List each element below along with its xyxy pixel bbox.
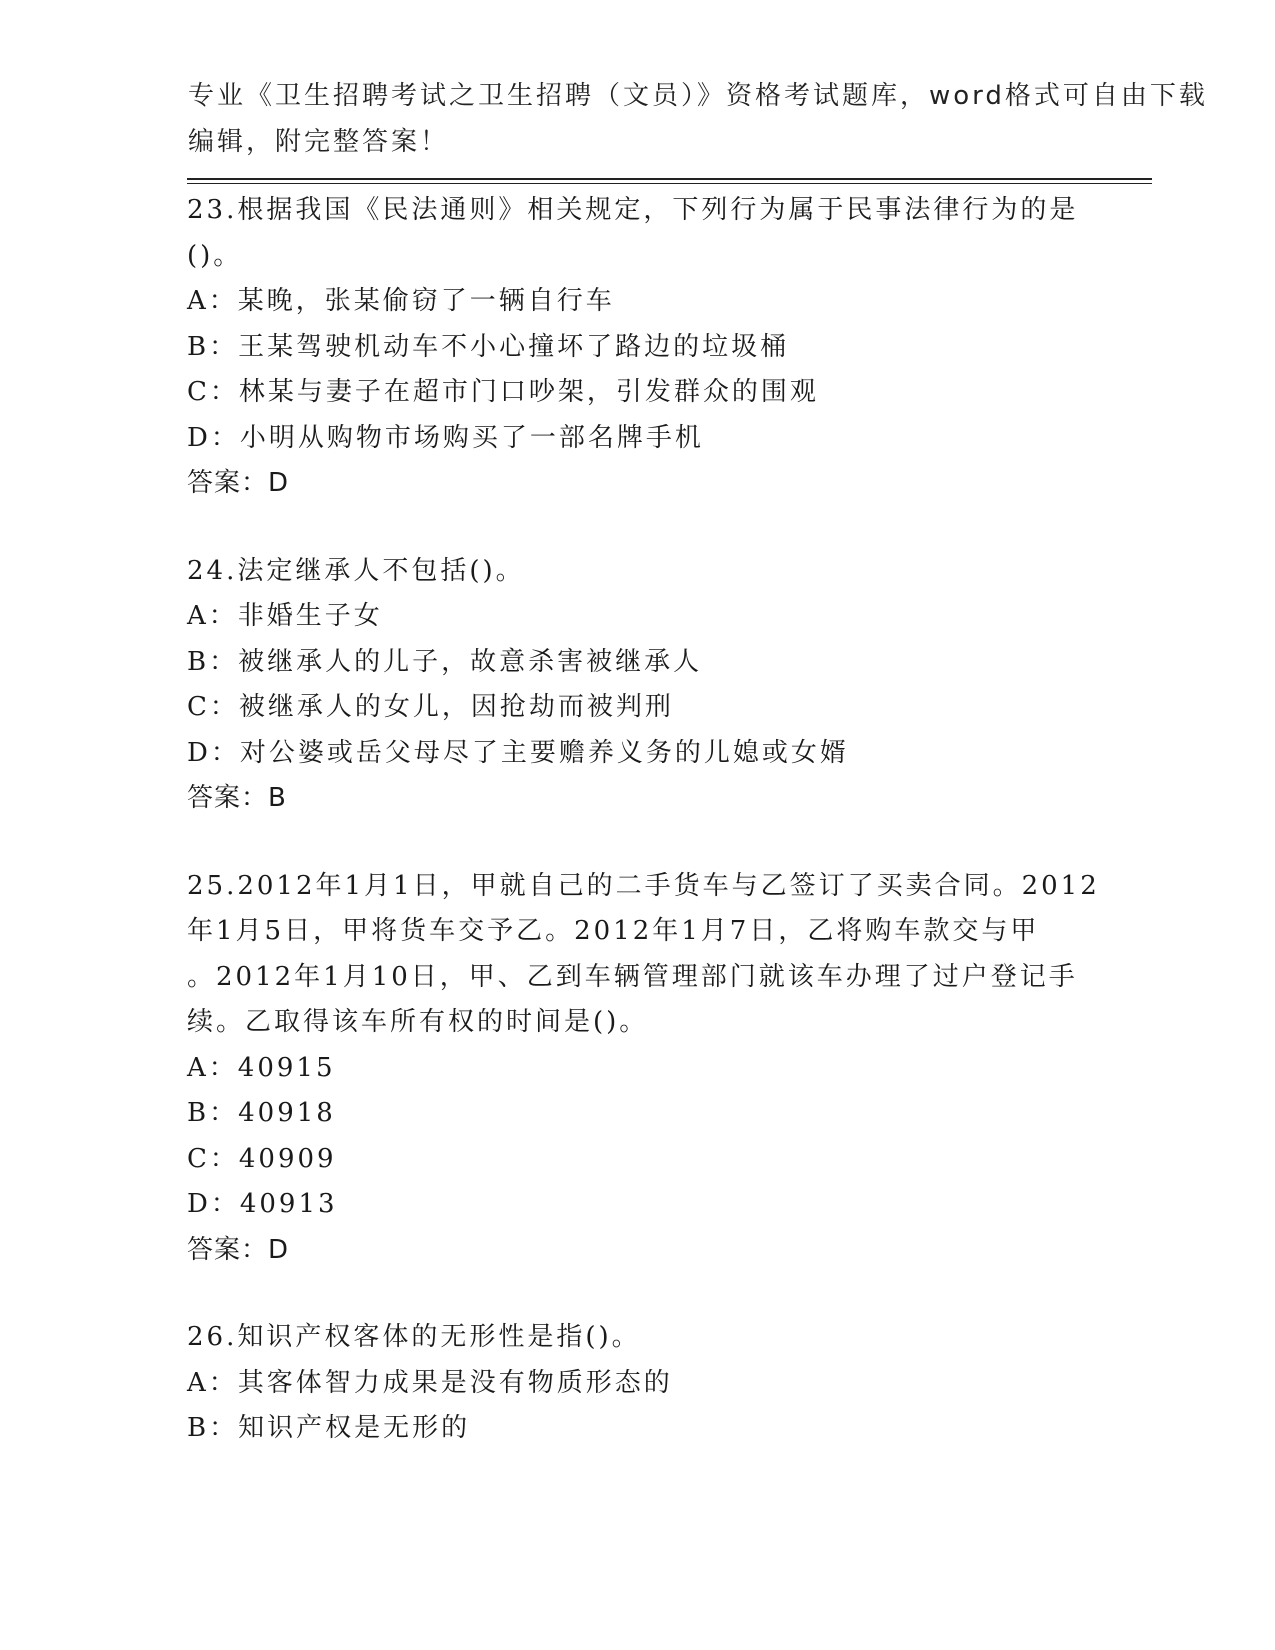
header-divider-thick (187, 178, 1152, 180)
question-stem-line: 。2012年1月10日，甲、乙到车辆管理部门就该车办理了过户登记手 (187, 961, 1078, 992)
answer-line: 答案：B (187, 783, 287, 813)
question-stem-line: 25.2012年1月1日，甲就自己的二手货车与乙签订了买卖合同。2012 (187, 870, 1100, 901)
header-line-2: 编辑，附完整答案！ (188, 126, 450, 157)
option-c: C：40909 (187, 1143, 337, 1174)
option-a: A：其客体智力成果是没有物质形态的 (187, 1367, 673, 1398)
option-a: A：非婚生子女 (187, 601, 383, 631)
header-divider-thin (187, 183, 1152, 184)
question-stem-line: 24.法定继承人不包括()。 (187, 555, 525, 586)
option-d: D：40913 (187, 1189, 338, 1219)
option-c: C：被继承人的女儿，因抢劫而被判刑 (187, 692, 674, 722)
option-b: B：40918 (187, 1098, 336, 1128)
question-stem-line: 年1月5日，甲将货车交予乙。2012年1月7日，乙将购车款交与甲 (187, 916, 1040, 946)
document-header (188, 74, 1208, 165)
question-26 (187, 1315, 1087, 1452)
question-list (187, 188, 1100, 1494)
option-d: D：小明从购物市场购买了一部名牌手机 (187, 422, 704, 453)
question-25 (187, 864, 1100, 1274)
option-c: C：林某与妻子在超市门口吵架，引发群众的围观 (187, 377, 819, 407)
answer-line: 答案：D (187, 468, 290, 498)
question-stem-line: 26.知识产权客体的无形性是指()。 (187, 1322, 641, 1352)
option-b: B：知识产权是无形的 (187, 1413, 471, 1443)
option-a: A：某晚，张某偷窃了一辆自行车 (187, 286, 615, 316)
question-24 (187, 549, 1087, 822)
option-b: B：王某驾驶机动车不小心撞坏了路边的垃圾桶 (187, 331, 790, 362)
option-a: A：40915 (187, 1052, 336, 1083)
header-line-1: 专业《卫生招聘考试之卫生招聘（文员）》资格考试题库，word格式可自由下载 (188, 81, 1208, 111)
answer-line: 答案：D (187, 1234, 290, 1265)
question-stem-line: 23.根据我国《民法通则》相关规定，下列行为属于民事法律行为的是 (187, 195, 1079, 225)
question-23 (187, 188, 1087, 507)
option-d: D：对公婆或岳父母尽了主要赡养义务的儿媳或女婿 (187, 737, 849, 768)
question-stem-line: 续。乙取得该车所有权的时间是()。 (187, 1007, 649, 1037)
question-stem-line: ()。 (187, 240, 243, 271)
option-b: B：被继承人的儿子，故意杀害被继承人 (187, 646, 703, 677)
